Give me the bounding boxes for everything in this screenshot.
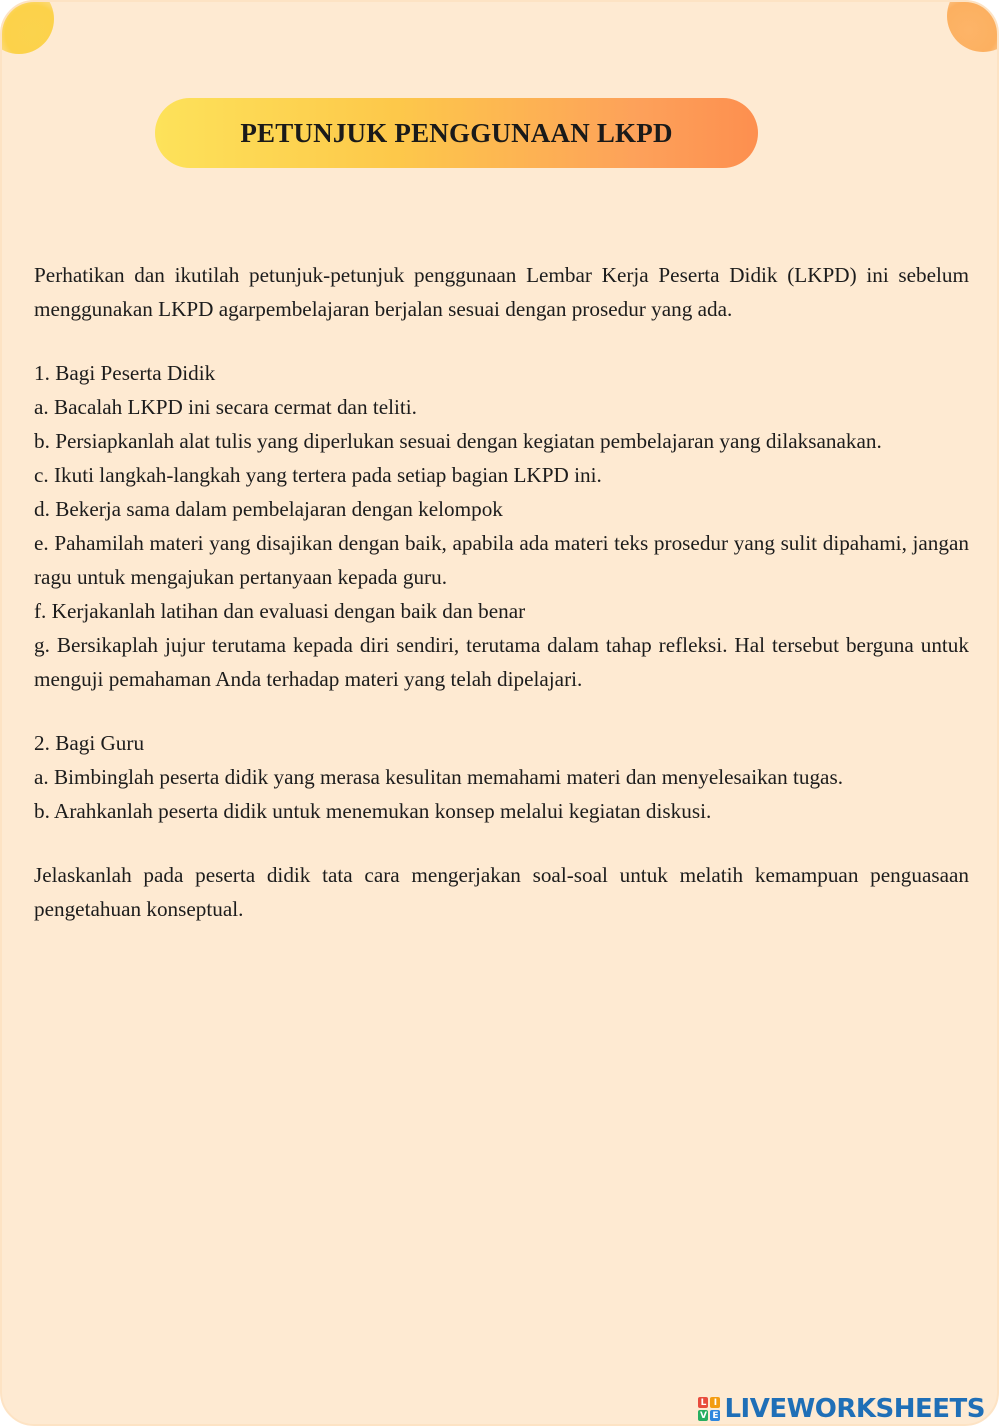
- logo-letter-l: L: [698, 1397, 708, 1408]
- list-item: b. Persiapkanlah alat tulis yang diperlukan sesuai dengan kegiatan pembelajaran yang dilaksanakan.: [34, 429, 882, 453]
- list-item: g. Bersikaplah jujur terutama kepada diri sendiri, terutama dalam tahap refleksi. Hal tersebut berguna untuk menguji pemahaman Anda terhadap materi yang telah dipelajari.: [34, 633, 969, 691]
- intro-paragraph: Perhatikan dan ikutilah petunjuk-petunjuk penggunaan Lembar Kerja Peserta Didik (LKPD) ini sebelum menggunakan LKPD agarpembelajaran berjalan sesuai dengan prosedur yang ada.: [34, 263, 969, 321]
- list-item: e. Pahamilah materi yang disajikan dengan baik, apabila ada materi teks prosedur yang sulit dipahami, jangan ragu untuk mengajukan pertanyaan kepada guru.: [34, 531, 969, 589]
- corner-decoration-top-left: [0, 0, 54, 54]
- closing-paragraph: Jelaskanlah pada peserta didik tata cara mengerjakan soal-soal untuk melatih kemampuan penguasaan pengetahuan konseptual.: [34, 863, 969, 921]
- instructions-body: [34, 258, 969, 926]
- logo-grid-icon: [698, 1397, 720, 1421]
- list-item: b. Arahkanlah peserta didik untuk menemukan konsep melalui kegiatan diskusi.: [34, 799, 712, 823]
- section-heading-students: 1. Bagi Peserta Didik: [34, 361, 216, 385]
- page-title: PETUNJUK PENGGUNAAN LKPD: [240, 117, 673, 148]
- list-item: c. Ikuti langkah-langkah yang tertera pada setiap bagian LKPD ini.: [34, 463, 602, 487]
- corner-decoration-top-right: [947, 0, 999, 52]
- list-item: a. Bimbinglah peserta didik yang merasa kesulitan memahami materi dan menyelesaikan tugas.: [34, 765, 843, 789]
- list-item: a. Bacalah LKPD ini secara cermat dan teliti.: [34, 395, 417, 419]
- section-heading-teachers: 2. Bagi Guru: [34, 731, 145, 755]
- title-banner: [155, 98, 758, 168]
- logo-wordmark: LIVEWORKSHEETS: [724, 1394, 985, 1424]
- logo-letter-e: E: [712, 1410, 719, 1421]
- list-item: d. Bekerja sama dalam pembelajaran dengan kelompok: [34, 497, 503, 521]
- logo-letter-v: V: [699, 1410, 707, 1421]
- liveworksheets-logo: [698, 1394, 985, 1424]
- logo-letter-i: I: [710, 1397, 720, 1408]
- list-item: f. Kerjakanlah latihan dan evaluasi dengan baik dan benar: [34, 599, 526, 623]
